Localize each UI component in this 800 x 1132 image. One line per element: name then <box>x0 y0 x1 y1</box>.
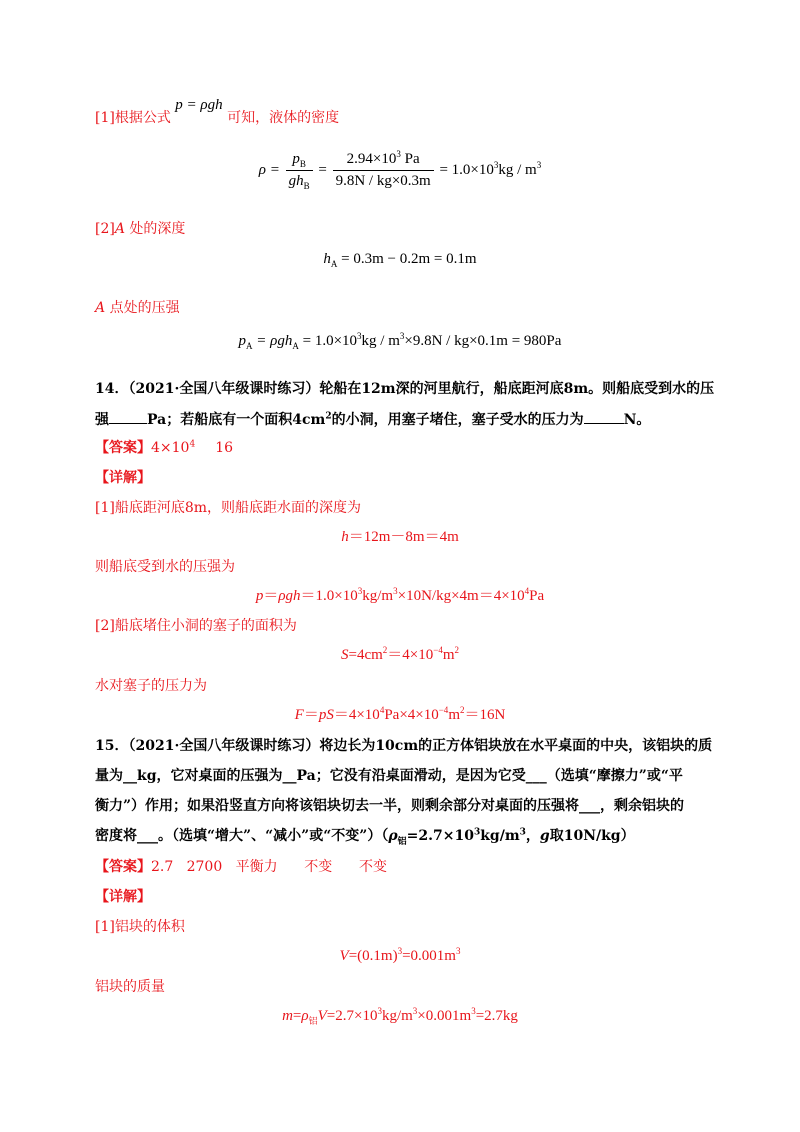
step-1-suffix: 可知，液体的密度 <box>227 110 340 126</box>
q14-area-equation: $S=4cm^2=4\times 10^{-4}m^2$ <box>340 645 459 663</box>
solution-step-2-intro: [2]A 处的深度 <box>95 221 186 237</box>
point-a-pressure-equation: $p_A = \rho gh_A = 1.0\times 10^3kg / m^3\times 9.8N / kg\times 0.1m = 980Pa$ <box>238 331 562 351</box>
solution-step-1-intro <box>95 97 340 128</box>
q14-stem-line-1: 14．（2021·全国八年级课时练习）轮船在12m深的河里航行，船底距河底8m。则船底受到水的压 <box>95 381 715 397</box>
q14-detail-7: 水对塞子的压力为 <box>95 678 207 694</box>
depth-equation: $h_A = 0.3m - 0.2m = 0.1m$ <box>323 251 477 269</box>
q15-stem-line-2: 量为__kg，它对桌面的压强为__Pa；它没有沿桌面滑动，是因为它受___（选填“摩擦力”或“平 <box>95 768 683 784</box>
blank-2 <box>584 409 624 424</box>
q15-stem-line-4: 密度将___。（选填“增大”、“减小”或“不变$”)(\rho_铝=2.7\times 10^3kg/m^3$，g取10N/kg） <box>95 827 635 847</box>
blank-1 <box>109 409 147 424</box>
q15-stem-line-1: 15．（2021·全国八年级课时练习）将边长为10cm的正方体铝块放在水平桌面的中央，该铝块的质 <box>95 738 713 754</box>
equals-sign: = <box>318 162 327 178</box>
q14-detail-1: [1]船底距河底8m，则船底距水面的深度为 <box>95 500 362 516</box>
q15-detail-label: 【详解】 <box>95 889 151 905</box>
q15-detail-3: 铝块的质量 <box>95 979 165 995</box>
q14-detail-3: 则船底受到水的压强为 <box>95 559 235 575</box>
q15-answer: 【答案】2.7 2700 平衡力 不变 不变 <box>95 859 387 875</box>
q14-depth-equation: h＝12m－8m＝4m <box>341 529 459 545</box>
q15-volume-equation: $V=(0.1m)^3=0.001m^3$ <box>339 946 461 964</box>
fraction-pressure-over-gh: $\frac{p_B}{gh_B}$ <box>286 151 313 190</box>
point-a-pressure-label: A 点处的压强 <box>95 300 180 316</box>
density-lhs: ρ = <box>258 162 280 178</box>
q15-mass-equation: $m=\rho_铝V=2.7\times 10^3kg/m^3\times 0.001m^3=2.7kg$ <box>282 1006 518 1026</box>
q15-stem-line-3: 衡力”）作用；如果沿竖直方向将该铝块切去一半，则剩余部分对桌面的压强将___，剩余铝块的 <box>95 798 685 814</box>
q14-answer: 【答案】$4\times 10^4$ 16 <box>95 439 234 456</box>
step-1-prefix: [1]根据公式 <box>95 110 171 126</box>
q14-detail-label: 【详解】 <box>95 470 151 486</box>
q14-force-equation: $F=pS=4\times 10^4Pa\times 4\times 10^{-4}m^2=16N$ <box>294 705 506 723</box>
q15-detail-1: [1]铝块的体积 <box>95 919 185 935</box>
q14-stem-line-2: 强 Pa；若船底有一个面积$4cm^2$的小洞，用塞子堵住，塞子受水的压力为 N。 <box>95 409 650 430</box>
pressure-formula: p = ρgh <box>175 97 223 113</box>
fraction-numeric: $\frac{2.94\times 10^3 Pa}{9.8N / kg\times 0.3m}$ <box>333 151 434 190</box>
q14-pressure-equation: $p=\rho gh=1.0\times 10^3kg/m^3\times 10N/kg\times 4m=4\times 10^4Pa$ <box>255 586 545 604</box>
q14-detail-5: [2]船底堵住小洞的塞子的面积为 <box>95 618 297 634</box>
density-result: = $1.0\times 10^3kg / m^3$ <box>439 160 542 178</box>
density-equation <box>0 150 800 190</box>
